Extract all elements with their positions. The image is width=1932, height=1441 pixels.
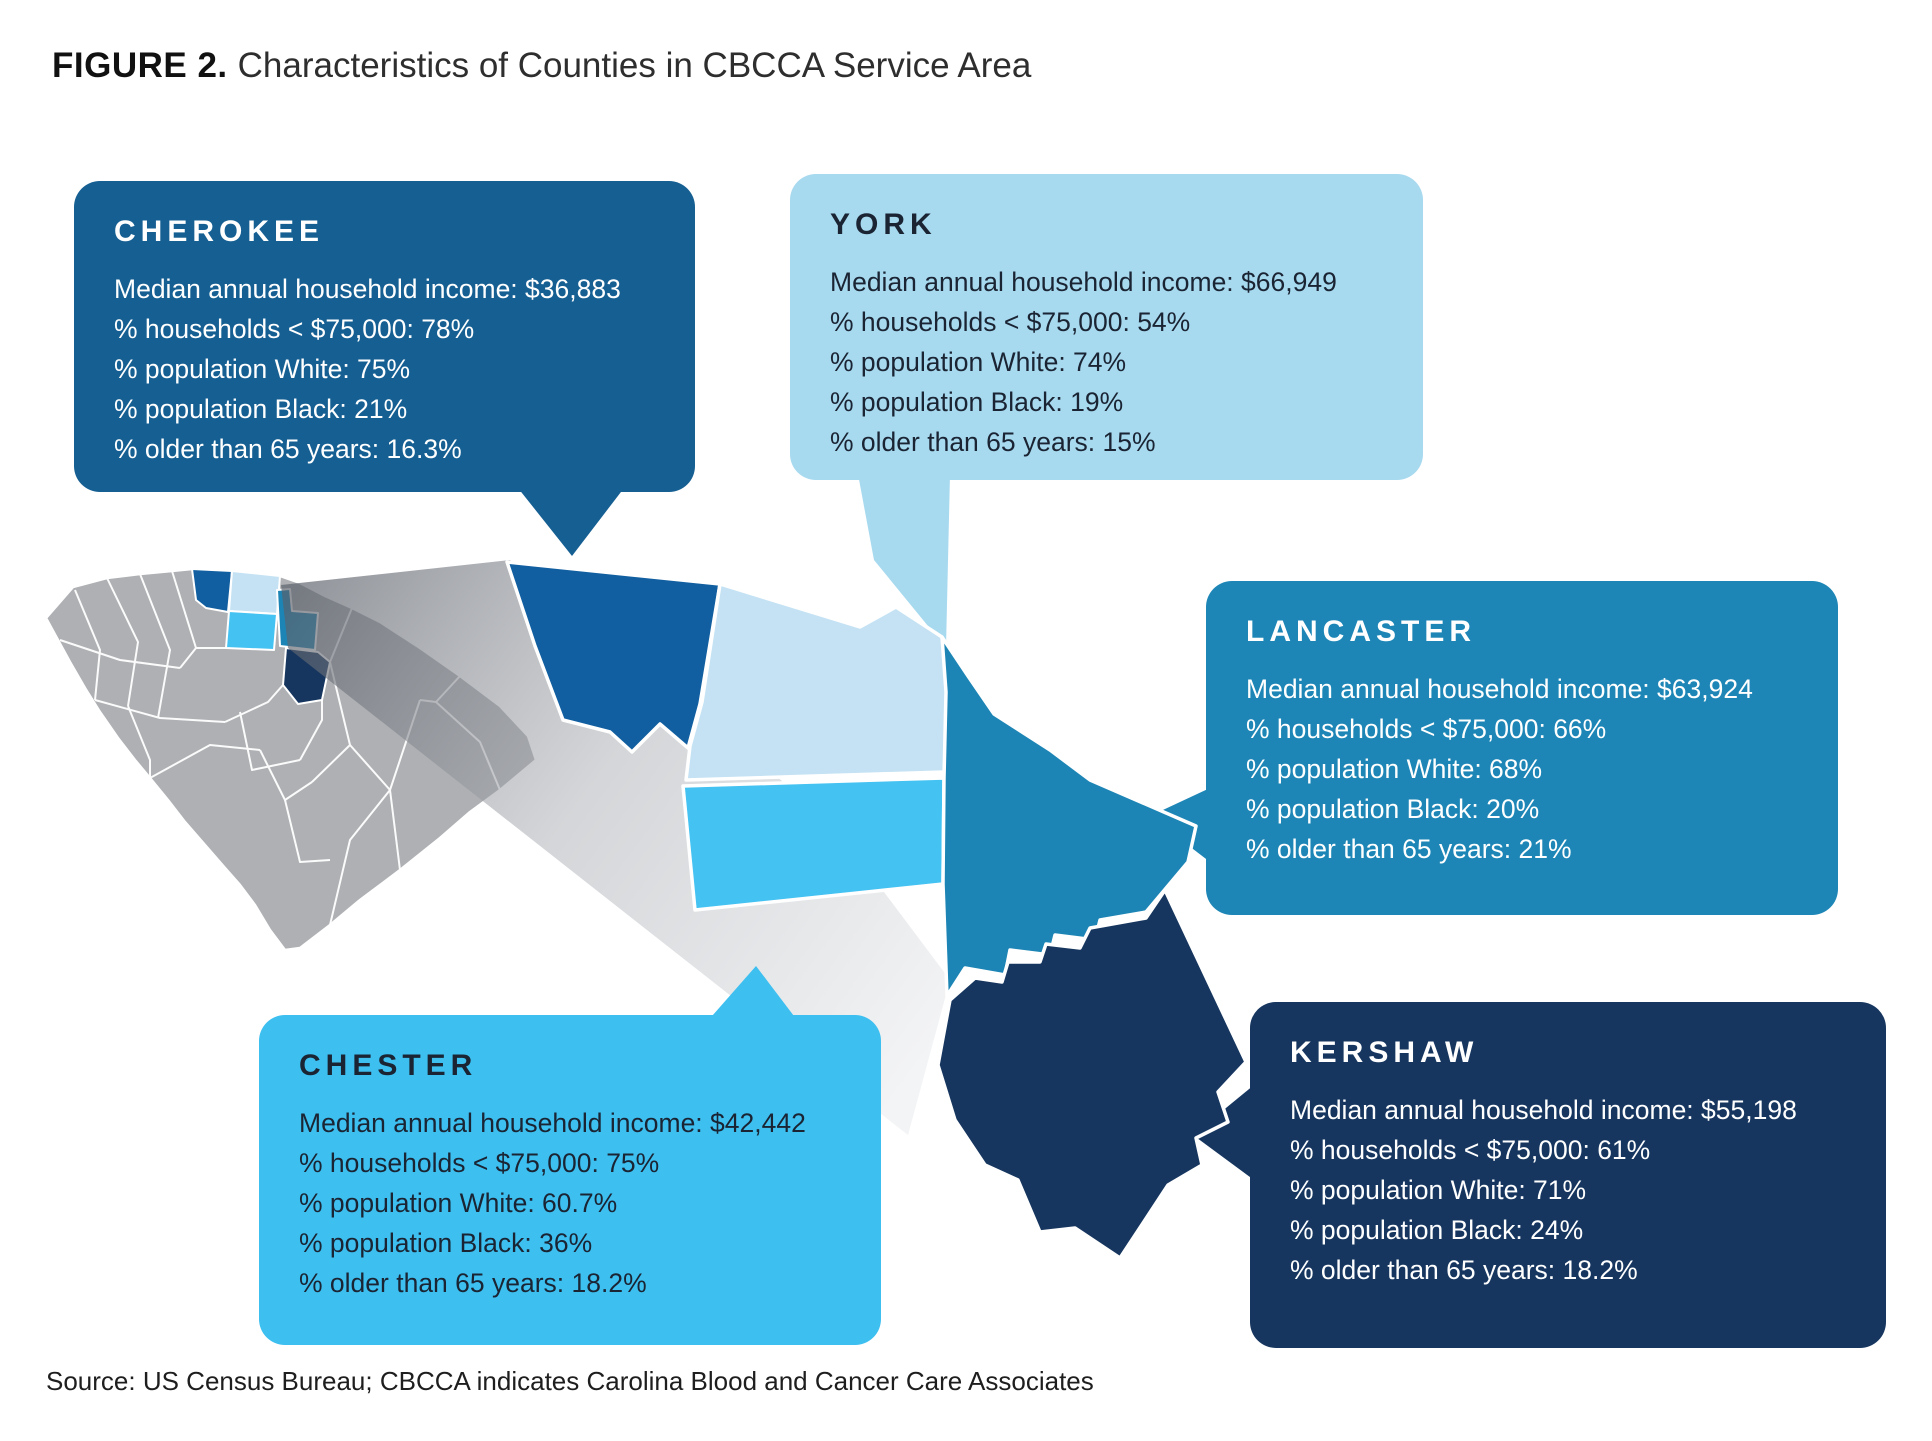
stat-line: % older than 65 years: 18.2% [299,1268,647,1298]
stat-line: % households < $75,000: 54% [830,307,1191,337]
callout-kershaw [1250,1002,1886,1348]
county-york-large [686,584,950,780]
callout-chester-stats [299,1103,841,1303]
county-york-small [229,571,280,614]
county-chester-large [683,778,944,910]
callout-lancaster-title: LANCASTER [1246,615,1476,648]
stat-line: % population White: 71% [1290,1175,1587,1205]
stat-line: % population Black: 36% [299,1228,593,1258]
callout-lancaster-stats [1246,669,1798,869]
stat-line: Median annual household income: $36,883 [114,274,621,304]
figure-title-text: Characteristics of Counties in CBCCA Service Area [237,46,1032,85]
stat-line: Median annual household income: $63,924 [1246,674,1753,704]
source-note: Source: US Census Bureau; CBCCA indicates Carolina Blood and Cancer Care Associates [46,1366,1094,1396]
stat-line: Median annual household income: $42,442 [299,1108,806,1138]
figure-label: FIGURE 2. [52,46,228,85]
stat-line: Median annual household income: $55,198 [1290,1095,1797,1125]
stat-line: % population Black: 20% [1246,794,1540,824]
stat-line: % population Black: 21% [114,394,408,424]
stat-line: % older than 65 years: 16.3% [114,434,462,464]
stat-line: % households < $75,000: 75% [299,1148,660,1178]
stat-line: % older than 65 years: 18.2% [1290,1255,1638,1285]
stat-line: % households < $75,000: 61% [1290,1135,1651,1165]
stat-line: % older than 65 years: 21% [1246,834,1572,864]
stat-line: % population Black: 19% [830,387,1124,417]
stat-line: Median annual household income: $66,949 [830,267,1337,297]
callout-york [790,174,1423,480]
stat-line: % older than 65 years: 15% [830,427,1156,457]
cherokee-callout-tail [518,488,624,556]
callout-chester-title: CHESTER [299,1049,478,1082]
county-chester-small [226,611,277,650]
callout-kershaw-title: KERSHAW [1290,1036,1479,1069]
callout-lancaster [1206,581,1838,915]
callout-york-stats [830,262,1383,462]
callout-kershaw-stats [1290,1090,1846,1290]
callout-chester [259,1015,881,1345]
stat-line: % population White: 60.7% [299,1188,618,1218]
stat-line: % population White: 75% [114,354,411,384]
stat-line: % population White: 68% [1246,754,1543,784]
stat-line: % households < $75,000: 78% [114,314,475,344]
callout-york-title: YORK [830,208,937,241]
stat-line: % households < $75,000: 66% [1246,714,1607,744]
callout-cherokee [74,181,695,492]
callout-cherokee-title: CHEROKEE [114,215,325,248]
stat-line: % population White: 74% [830,347,1127,377]
callout-cherokee-stats [114,269,655,469]
stat-line: % population Black: 24% [1290,1215,1584,1245]
